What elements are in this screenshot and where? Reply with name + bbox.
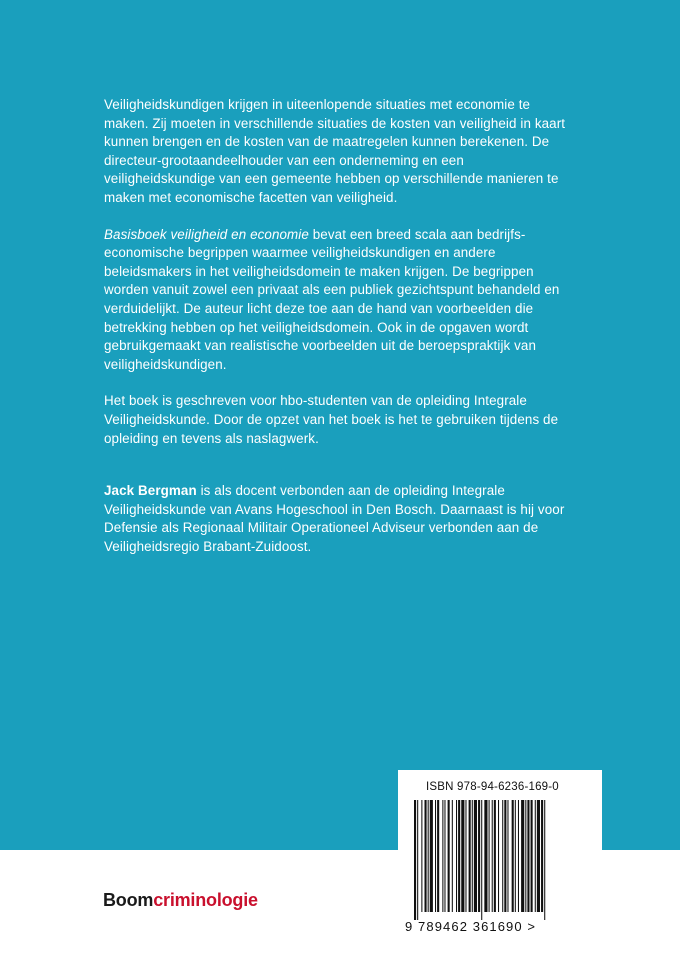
author-bio-text: is als docent verbonden aan de opleiding Integrale Veiligheidskunde van Avans Hogeschool in Den Bosch. Daarnaast is hij voor Defensie als Regionaal Militair Operationeel Adviseur verbonden aan de Veiligheidsregio Brabant-Zuidoost.	[104, 483, 565, 554]
barcode-bar	[465, 800, 466, 912]
barcode-bar	[507, 800, 508, 912]
barcode-bar	[502, 800, 503, 912]
barcode-bar	[478, 800, 480, 912]
barcode-bar	[442, 800, 443, 912]
barcode-bar	[474, 800, 477, 912]
back-cover-text	[104, 96, 574, 574]
barcode-bar	[498, 800, 499, 912]
author-bio	[104, 482, 574, 556]
barcode-bar	[458, 800, 460, 912]
barcode-bar	[492, 800, 493, 912]
barcode-bar	[448, 800, 450, 912]
barcode-bar	[535, 800, 536, 912]
barcode-bar	[544, 800, 545, 920]
barcode-bar	[512, 800, 514, 912]
barcode-bar	[469, 800, 471, 912]
barcode-bar	[531, 800, 533, 912]
barcode-bar	[444, 800, 445, 912]
barcode-bar	[414, 800, 416, 920]
author-name: Jack Bergman	[104, 483, 197, 499]
barcode-bar	[461, 800, 464, 912]
book-description-paragraph	[104, 226, 574, 375]
barcode-bar	[456, 800, 457, 912]
barcode-bar	[472, 800, 473, 912]
barcode-bar	[541, 800, 543, 912]
barcode-icon	[414, 800, 592, 920]
isbn-label: ISBN 978-94-6236-169-0	[426, 781, 559, 793]
barcode-bar	[481, 800, 482, 920]
barcode-bar	[504, 800, 506, 912]
barcode-bar	[521, 800, 524, 912]
barcode-bar	[484, 800, 487, 912]
intro-paragraph	[104, 96, 574, 208]
barcode-bar	[525, 800, 526, 912]
book-description-text: bevat een breed scala aan bedrijfs-economische begrippen waarmee veiligheidskundigen en andere beleidsmakers in het veiligheidsdomein te maken krijgen. De begrippen worden vanuit zowel een privaat als een publiek gezichtspunt behandeld en verduidelijkt. De auteur licht deze toe aan de hand van voorbeelden die betrekking hebben op het veiligheidsdomein. Ook in de opgaven wordt gebruikgemaakt van realistische voorbeelden uit de beroepspraktijk van veiligheidskundigen.	[104, 226, 560, 372]
publisher-logo-criminologie: criminologie	[153, 890, 258, 910]
barcode-bar	[515, 800, 516, 912]
barcode-bar	[527, 800, 529, 912]
book-title: Basisboek veiligheid en economie	[104, 226, 309, 242]
barcode-bar	[452, 800, 453, 912]
audience-paragraph	[104, 392, 574, 448]
barcode-bar	[421, 800, 422, 912]
audience-text: Het boek is geschreven voor hbo-studenten van de opleiding Integrale Veiligheidskunde. Door de opzet van het boek is het te gebruiken tijdens de opleiding en tevens als naslagwerk.	[104, 393, 559, 446]
barcode-bar	[489, 800, 490, 912]
publisher-logo	[103, 890, 258, 911]
barcode-bar	[430, 800, 433, 912]
barcode-bar	[428, 800, 429, 912]
barcode-bar	[518, 800, 519, 912]
barcode-bar	[435, 800, 436, 912]
barcode-bar	[425, 800, 427, 912]
barcode-bar	[417, 800, 418, 920]
intro-text: Veiligheidskundigen krijgen in uiteenlopende situaties met economie te maken. Zij moeten in verschillende situaties de kosten van veiligheid in kaart kunnen brengen en de kosten van de maatregelen kunnen berekenen. De directeur-grootaandeelhouder van een onderneming en een veiligheidskundige van een gemeente hebben op verschillende manieren te maken met economische facetten van veiligheid.	[104, 97, 566, 205]
publisher-logo-boom: Boom	[103, 890, 154, 910]
barcode-bar	[437, 800, 439, 912]
barcode-digits: 9 789462 361690 >	[405, 919, 537, 934]
barcode-bar	[494, 800, 496, 912]
barcode-bar	[537, 800, 540, 912]
